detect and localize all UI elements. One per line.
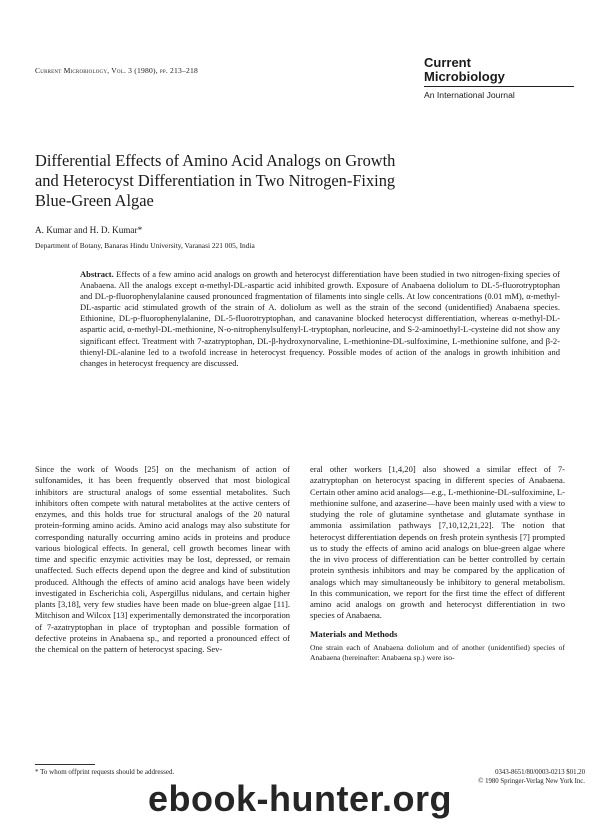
title-line-1: Differential Effects of Amino Acid Analogs on Growth (35, 151, 396, 170)
footnote-rule (35, 764, 95, 765)
methods-text: One strain each of Anabaena doliolum and of another (unidentified) species of Anabaena (hereinafter: Anabaena sp.) were iso- (310, 642, 565, 662)
intro-continuation: eral other workers [1,4,20] also showed a similar effect of 7-azatryptophan on heterocyst spacing in different species of Anabaena. Certain other amino acid analogs—e.g., L-methionine-DL-sulfoximine, L-methionine sulfone, and azaserine—have been mainly used with a view to studying the role of glutamine synthetase and glutamate synthase in ammonia assimilation pathways [7,10,12,21,22]. The notion that heterocyst differentiation depends on fresh protein synthesis [7] prompted us to study the effects of amino acid analogs on blue-green algae where the in vivo process of differentiation can be better controlled by certain protein synthesis inhibitors and may be compared by the application of analogs which may simultaneously be inhibitory to general metabolism. In this communication, we report for the first time the effect of different amino acid analogs on growth and heterocyst differentiation in two species of Anabaena. (310, 464, 565, 621)
methods-heading: Materials and Methods (310, 628, 398, 639)
title-line-3: Blue-Green Algae (35, 191, 154, 210)
abstract (80, 269, 560, 369)
affiliation: Department of Botany, Banaras Hindu University, Varanasi 221 005, India (35, 241, 255, 250)
article-code: 0343-8651/80/0003-0213 $01.20 (495, 769, 585, 776)
citation-line: Current Microbiology, Vol. 3 (1980), pp. 213–218 (35, 66, 199, 75)
journal-title-line2: Microbiology (424, 69, 505, 84)
body-column-right (310, 464, 565, 662)
abstract-text: Effects of a few amino acid analogs on growth and heterocyst differentiation have been studied in two nitrogen-fixing species of Anabaena. All the analogs except α-methyl-DL-aspartic acid inhibited growth. Exposure of Anabaena doliolum to DL-5-fluorotryptophan and DL-p-fluorophenylalanine caused pronounced fragmentation of filaments into single cells. At low concentrations (0.01 mM), α-methyl-DL-aspartic acid stimulated growth of the strain of A. doliolum as well as the strain of the second (unidentified) Anabaena species. Ethionine, DL-p-fluorophenylalanine, DL-5-fluorotryptophan, and canavanine blocked heterocyst differentiation, whereas α-methyl-DL-aspartic acid, α-methyl-DL-methionine, N-o-nitrophenylsulfenyl-L-tryptophan, norleucine, and S-2-aminoethyl-L-cysteine did not show any significant effect. Treatment with 7-azatryptophan, DL-β-hydroxynorvaline, L-methionine-DL-sulfoximine, L-methionine sulfone, and β-2-thienyl-DL-alanine led to a twofold increase in heterocyst frequency. Possible modes of action of the analogs in growth inhibition and changes in heterocyst frequency are discussed. (80, 269, 561, 368)
journal-rule (424, 86, 574, 87)
journal-title-line1: Current (424, 55, 471, 70)
title-line-2: and Heterocyst Differentiation in Two Nitrogen-Fixing (35, 171, 396, 190)
footnote: * To whom offprint requests should be addressed. (35, 768, 175, 776)
copyright-notice: © 1980 Springer-Verlag New York Inc. (478, 778, 585, 785)
article-title (35, 151, 555, 211)
journal-logo (424, 56, 574, 100)
body-column-left: Since the work of Woods [25] on the mechanism of action of sulfonamides, it has been frequently observed that most biological inhibitors are structural analogs of some essential metabolites. Such inhibitors often compete with natural metabolites at the active centers of enzymes, and this holds true for structural analogs of the 20 natural protein-forming amino acids. Amino acid analogs may also substitute for corresponding naturally occurring amino acids in proteins and produce various biological effects. In general, cell growth becomes linear with time and specific enzymic activities may be lost, depressed, or remain unaffected. Such effects depend upon the degree and kind of substitution produced. Although the effects of amino acid analogs have been widely investigated in Escherichia coli, Aspergillus nidulans, and certain higher plants [3,18], very few studies have been made on blue-green algae [11]. Mitchison and Wilcox [13] experimentally demonstrated the incorporation of 7-azatryptophan in place of tryptophan and possible formation of defective proteins in Anabaena sp., and reported a pronounced effect of the chemical on the pattern of heterocyst spacing. Sev- (35, 464, 290, 654)
abstract-label: Abstract. (80, 269, 114, 279)
journal-subtitle: An International Journal (424, 90, 515, 100)
watermark: ebook-hunter.org (148, 778, 452, 819)
authors: A. Kumar and H. D. Kumar* (35, 225, 143, 235)
